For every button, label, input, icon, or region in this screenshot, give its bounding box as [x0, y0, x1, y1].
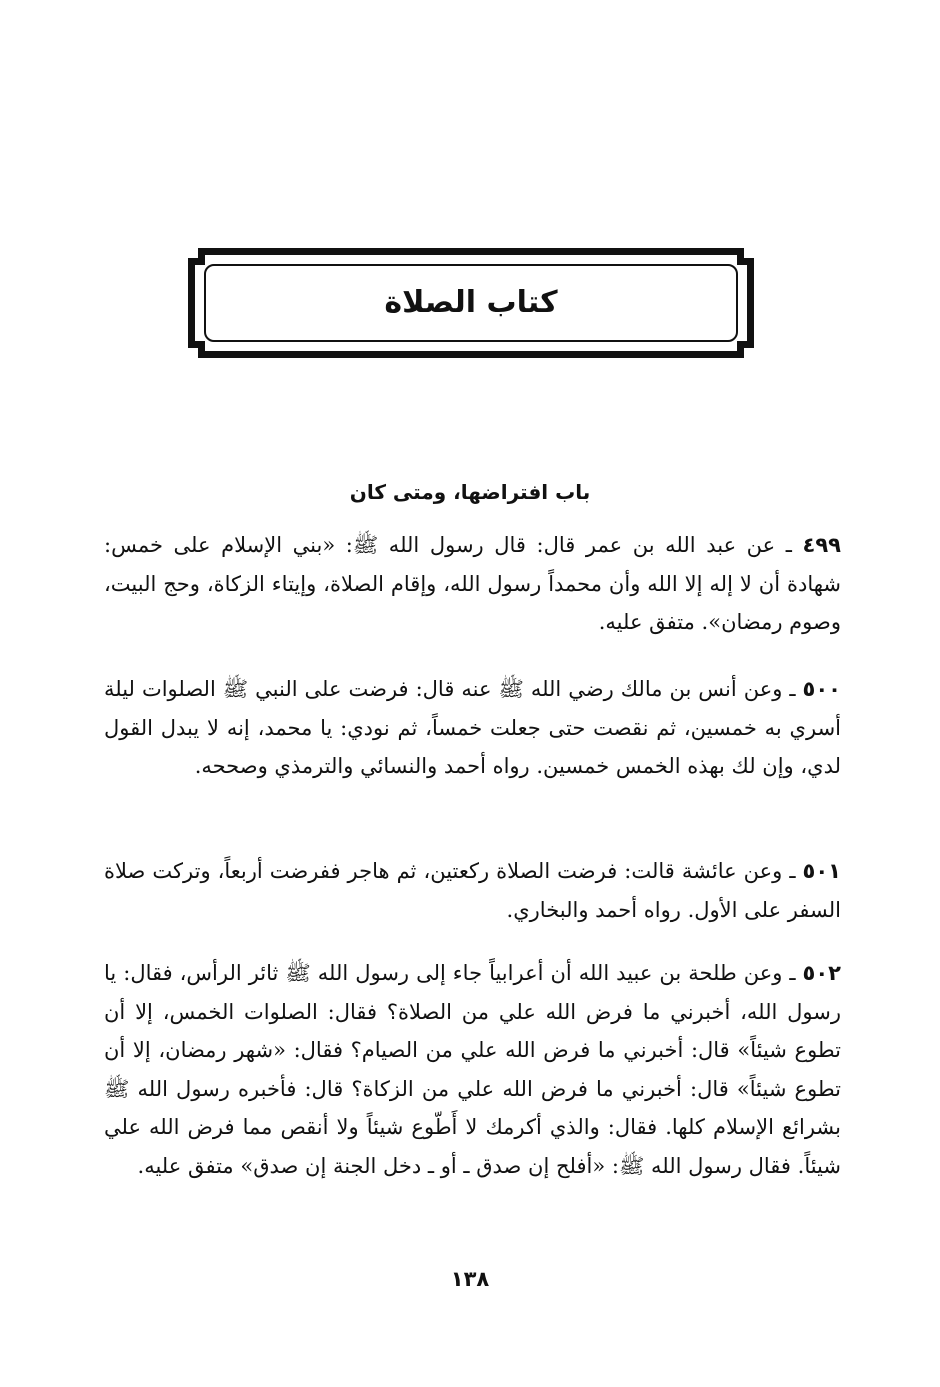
number-separator: ـ [775, 533, 803, 557]
hadith-text: وعن أنس بن مالك رضي الله ﷺ عنه قال: فرضت على النبي ﷺ الصلوات ليلة أسري به خمسين، ثم نقصت حتى جعلت خمساً، ثم نودي: يا محمد، إنه لا يبدل القول لدي، وإن لك بهذه الخمس خمسين. رواه أحمد والنسائي والترمذي وصححه. [104, 677, 841, 778]
frame-corner-bottom-left [188, 341, 205, 358]
hadith-text: وعن طلحة بن عبيد الله أن أعرابياً جاء إلى رسول الله ﷺ ثائر الرأس، فقال: يا رسول الله، أخبرني ما فرض الله علي من الصلاة؟ فقال: الصلوات الخمس، إلا أن تطوع شيئاً» قال: أخبرني ما فرض الله علي من الصيام؟ فقال: «شهر رمضان، إلا أن تطوع شيئاً» قال: أخبرني ما فرض الله علي من الزكاة؟ قال: فأخبره رسول الله ﷺ بشرائع الإسلام كلها. فقال: والذي أكرمك لا أَطّوع شيئاً ولا أنقص مما فرض الله علي شيئاً. فقال رسول الله ﷺ: «أفلح إن صدق ـ أو ـ دخل الجنة إن صدق» متفق عليه. [104, 961, 841, 1178]
hadith-text: وعن عائشة قالت: فرضت الصلاة ركعتين، ثم هاجر ففرضت أربعاً، وتركت صلاة السفر على الأول. رواه أحمد والبخاري. [104, 859, 841, 922]
hadith-number: ٥٠١ [802, 859, 841, 883]
frame-corner-top-left [188, 248, 205, 265]
hadith-number: ٥٠٢ [802, 961, 841, 985]
hadith-500 [104, 670, 841, 786]
section-heading: باب افتراضها، ومتى كان [349, 480, 591, 504]
hadith-number: ٥٠٠ [802, 677, 841, 701]
number-separator: ـ [782, 677, 803, 701]
frame-corner-top-right [737, 248, 754, 265]
hadith-number: ٤٩٩ [802, 533, 841, 557]
chapter-title-frame [188, 248, 754, 358]
page-number: ١٣٨ [450, 1267, 490, 1291]
hadith-text: عن عبد الله بن عمر قال: قال رسول الله ﷺ: «بني الإسلام على خمس: شهادة أن لا إله إلا الله وأن محمداً رسول الله، وإقام الصلاة، وإيتاء الزكاة، وحج البيت، وصوم رمضان». متفق عليه. [104, 533, 841, 634]
hadith-501 [104, 852, 841, 929]
frame-corner-bottom-right [737, 341, 754, 358]
number-separator: ـ [782, 961, 803, 985]
chapter-title: كتاب الصلاة [384, 285, 558, 320]
number-separator: ـ [782, 859, 803, 883]
hadith-499 [104, 526, 841, 642]
hadith-502 [104, 954, 841, 1185]
